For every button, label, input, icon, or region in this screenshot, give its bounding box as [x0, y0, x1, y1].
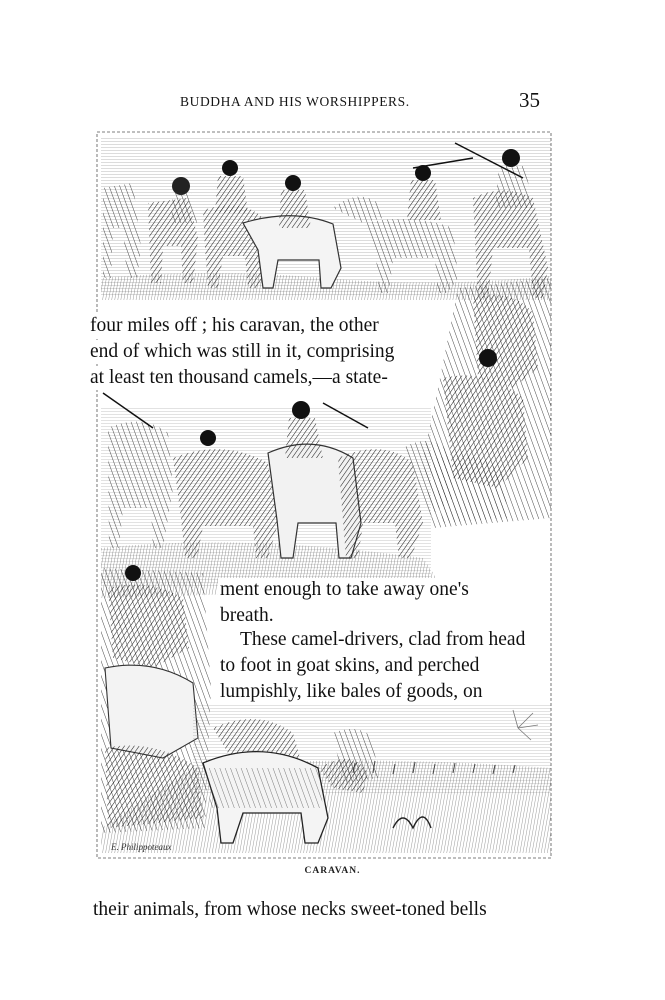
text-line-6: These camel-drivers, clad from head — [240, 629, 526, 650]
page-number: 35 — [519, 88, 540, 112]
text-line-4: ment enough to take away one's — [220, 579, 469, 600]
figure-caption: CARAVAN. — [304, 866, 361, 876]
text-line-7: to foot in goat skins, and perched — [220, 655, 480, 676]
text-line-8: lumpishly, like bales of goods, on — [220, 681, 483, 702]
top-scene — [101, 136, 551, 300]
caravan-engraving — [93, 128, 555, 862]
text-line-3: at least ten thousand camels,—a state- — [90, 367, 388, 388]
running-head: BUDDHA AND HIS WORSHIPPERS. — [180, 94, 410, 109]
text-line-5: breath. — [220, 605, 274, 626]
text-line-9: their animals, from whose necks sweet-toned bells — [93, 899, 487, 920]
engraver-signature: E. Philippoteaux — [111, 842, 172, 852]
page-header — [0, 88, 665, 114]
middle-scene — [101, 393, 453, 598]
text-line-2: end of which was still in it, comprising — [90, 341, 395, 362]
text-line-1: four miles off ; his caravan, the other — [90, 315, 379, 336]
